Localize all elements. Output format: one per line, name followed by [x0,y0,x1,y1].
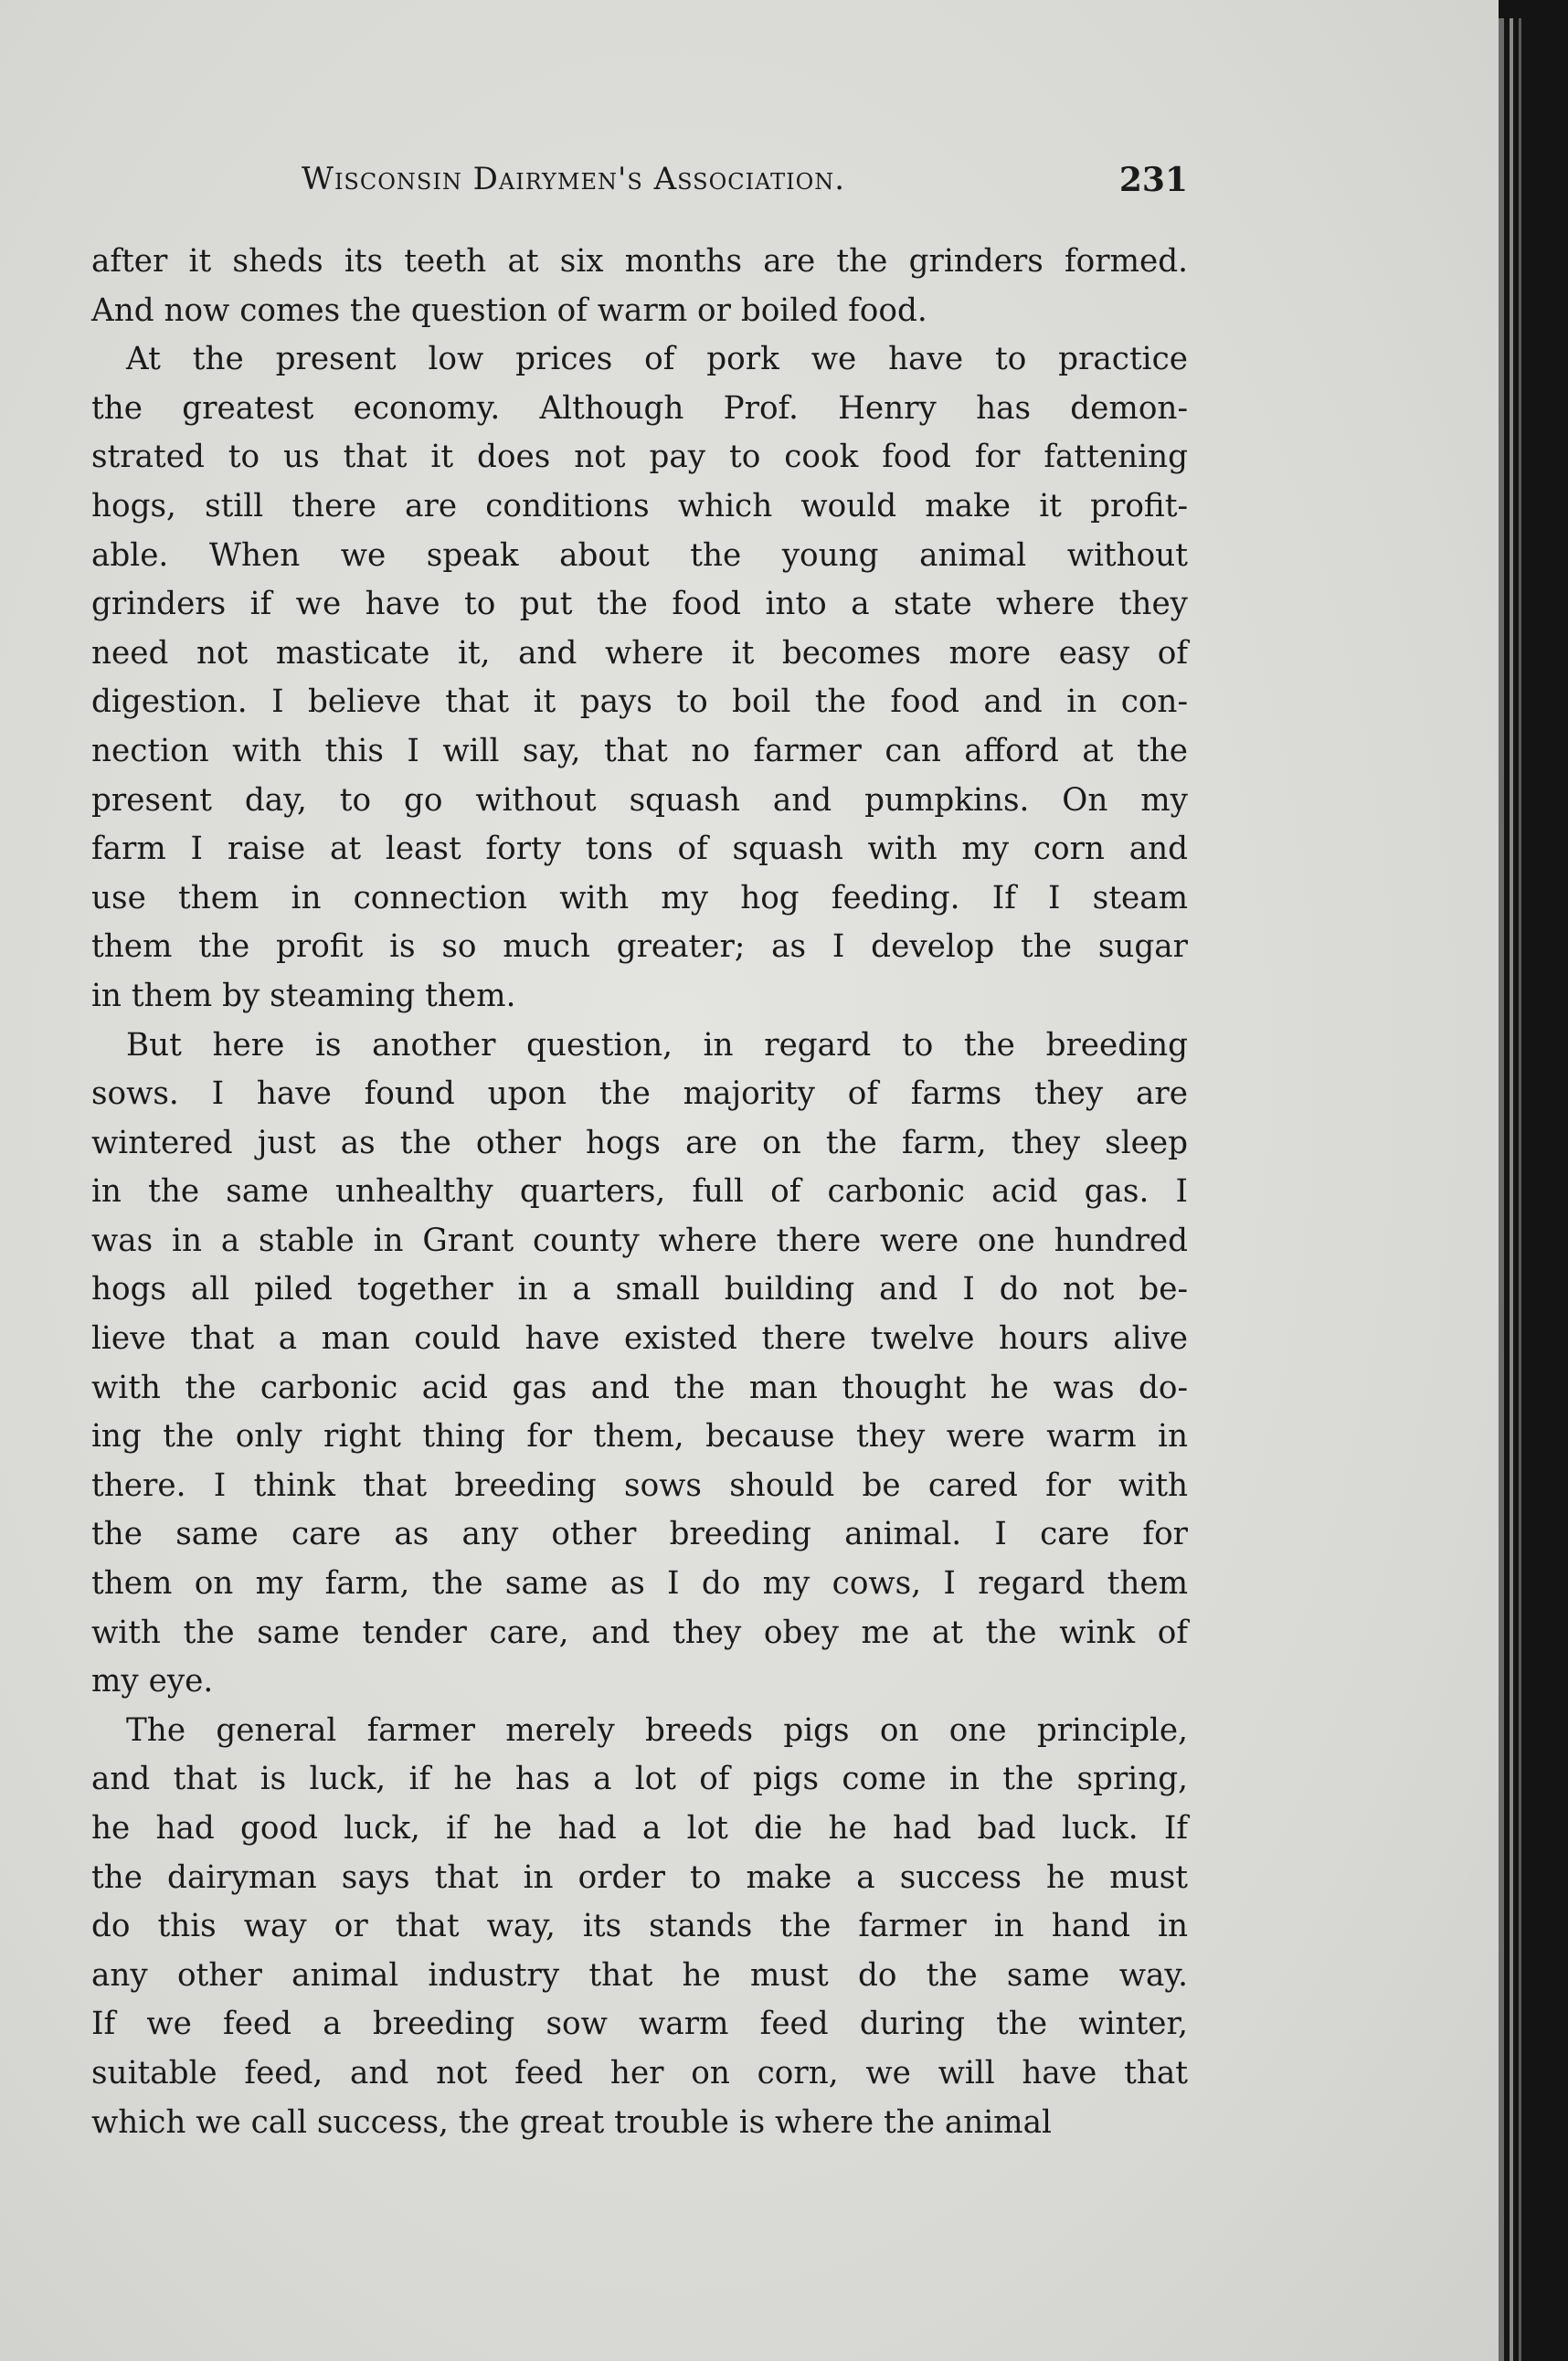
text-line: digestion. I believe that it pays to boil the food and in con- [91,683,1188,721]
page-number: 231 [1118,161,1188,199]
paragraph [91,1022,1188,1707]
text-line: strated to us that it does not pay to cook food for fattening [91,439,1188,476]
text-line: after it sheds its teeth at six months are the grinders formed. [91,243,1188,280]
running-title: Wisconsin Dairymen's Association. [302,161,846,197]
text-line: hogs, still there are conditions which would make it profit- [91,487,1188,524]
text-line: At the present low prices of pork we have to practice [126,341,1188,378]
text-line: hogs all piled together in a small building and I do not be- [91,1271,1188,1308]
text-line: in the same unhealthy quarters, full of carbonic acid gas. I [91,1173,1188,1211]
text-line: which we call success, the great trouble is where the animal [91,2103,1052,2141]
text-line: sows. I have found upon the majority of farms they are [91,1075,1188,1113]
text-line: farm I raise at least forty tons of squash with my corn and [91,831,1188,868]
text-line: But here is another question, in regard to the breeding [126,1026,1188,1064]
text-line: use them in connection with my hog feeding. If I steam [91,879,1188,916]
paragraph [91,335,1188,1021]
text-line: with the carbonic acid gas and the man thought he was do- [91,1369,1188,1406]
text-line: my eye. [91,1663,214,1700]
text-line: wintered just as the other hogs are on the farm, they sleep [91,1124,1188,1161]
text-line: there. I think that breeding sows should be cared for with [91,1466,1188,1504]
text-line: If we feed a breeding sow warm feed during the winter, [91,2006,1188,2043]
page-edge-shadow [1499,18,1504,2361]
text-line: need not masticate it, and where it becomes more easy of [91,634,1188,672]
text-line: the dairyman says that in order to make a success he must [91,1858,1188,1896]
text-line: do this way or that way, its stands the farmer in hand in [91,1908,1188,1945]
page-edge-stack [1510,18,1513,2361]
text-line: them on my farm, the same as I do my cows, I regard them [91,1565,1188,1603]
text-line: the greatest economy. Although Prof. Henry has demon- [91,389,1188,427]
text-line: grinders if we have to put the food into a state where they [91,586,1188,623]
page-header [91,161,1188,216]
paragraph [91,238,1188,335]
text-line: them the profit is so much greater; as I develop the sugar [91,928,1188,966]
text-line: ing the only right thing for them, because they were warm in [91,1418,1188,1456]
paragraph [91,1707,1188,2147]
text-line: present day, to go without squash and pumpkins. On my [91,781,1188,819]
text-line: lieve that a man could have existed there twelve hours alive [91,1320,1188,1358]
page-edge-stack-inner [1519,18,1521,2361]
body-text [91,238,1188,2147]
text-line: suitable feed, and not feed her on corn, we will have that [91,2054,1188,2091]
text-line: able. When we speak about the young animal without [91,536,1188,574]
text-line: the same care as any other breeding animal. I care for [91,1516,1188,1553]
text-line: any other animal industry that he must do the same way. [91,1956,1188,1994]
text-line: The general farmer merely breeds pigs on one principle, [126,1711,1188,1749]
text-line: nection with this I will say, that no farmer can afford at the [91,732,1188,769]
text-line: and that is luck, if he has a lot of pigs come in the spring, [91,1761,1188,1798]
text-line: in them by steaming them. [91,977,516,1014]
text-line: And now comes the question of warm or boiled food. [91,291,927,329]
text-line: with the same tender care, and they obey me at the wink of [91,1614,1188,1651]
text-line: was in a stable in Grant county where there were one hundred [91,1222,1188,1259]
text-line: he had good luck, if he had a lot die he had bad luck. If [91,1810,1188,1847]
